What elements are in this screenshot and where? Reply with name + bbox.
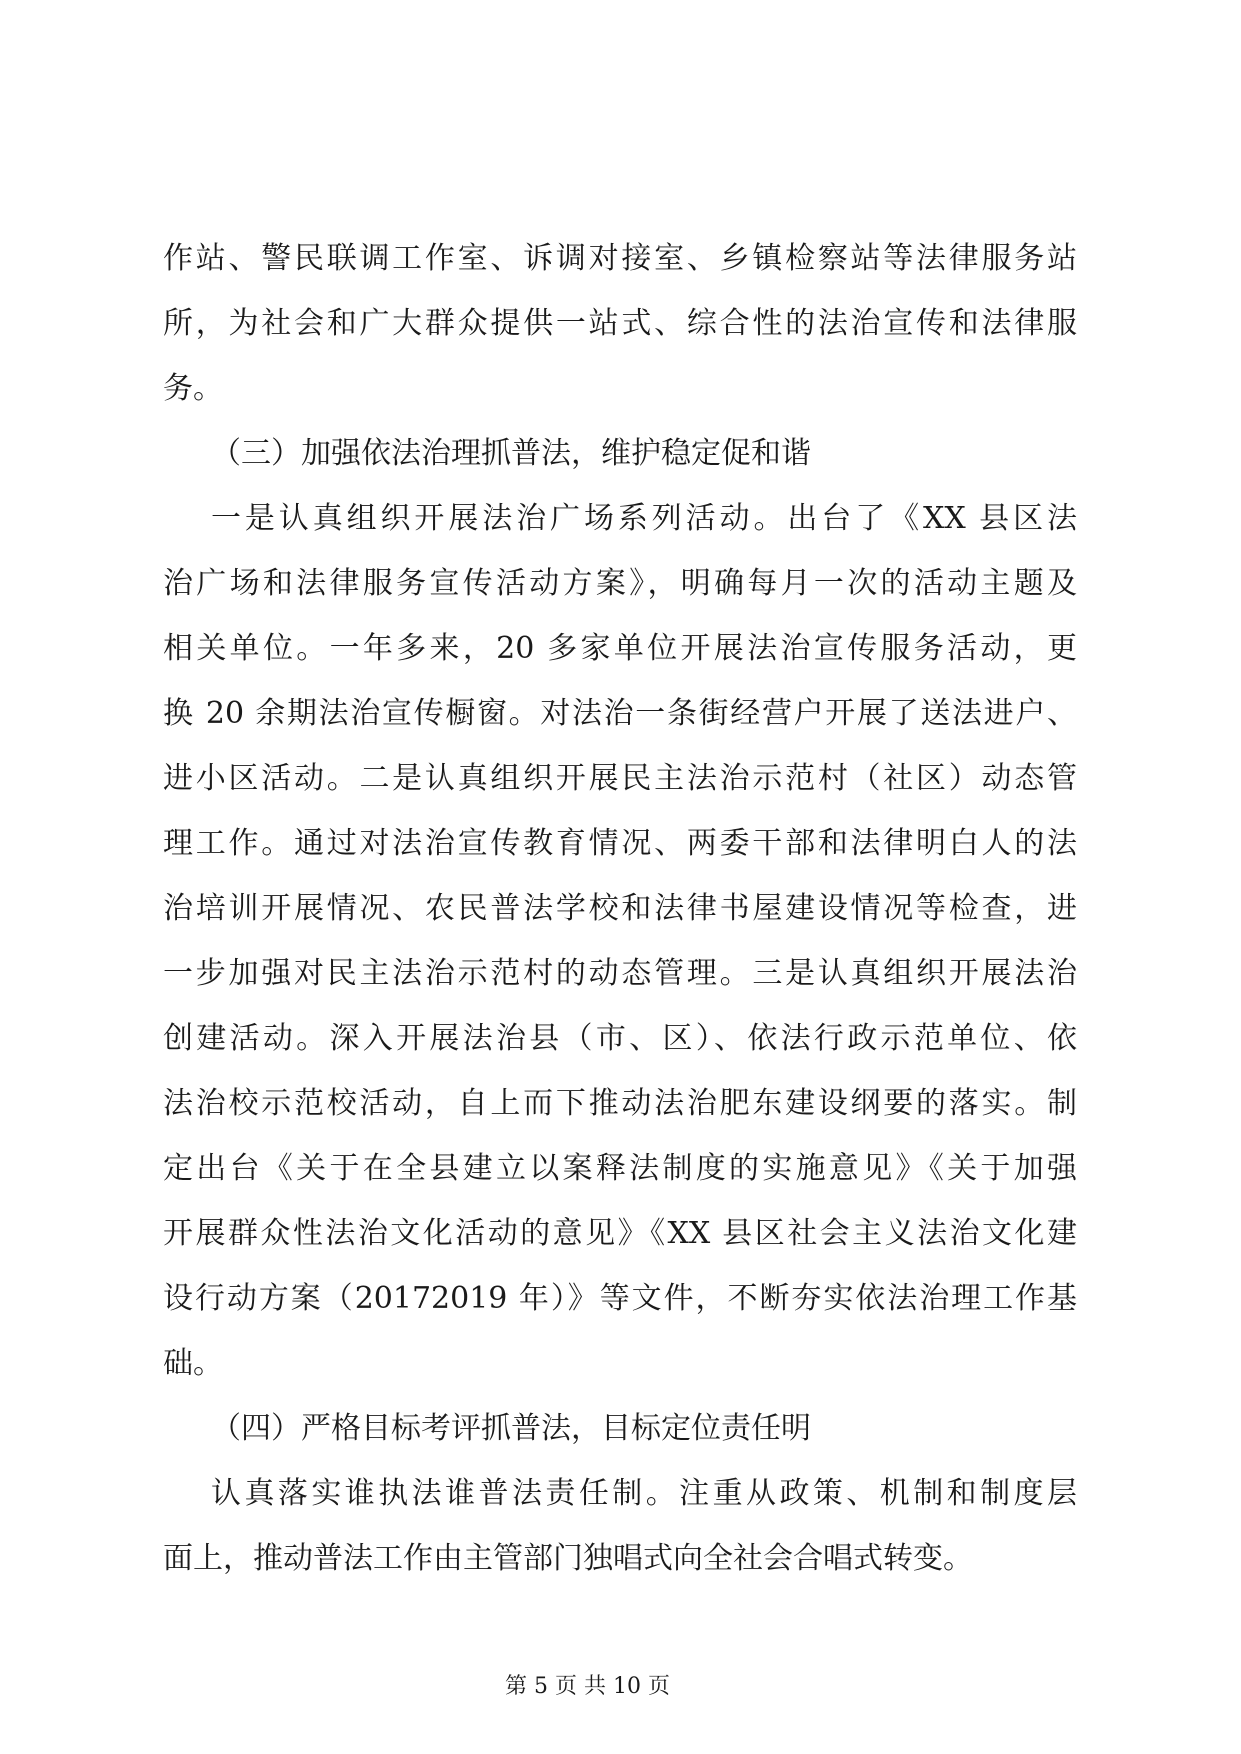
text-line: 设行动方案（20172019 年）》等文件，不断夯实依法治理工作基 bbox=[163, 1281, 1077, 1316]
text-line: 开展群众性法治文化活动的意见》《XX 县区社会主义法治文化建 bbox=[163, 1216, 1077, 1251]
page-number-footer: 第 5 页 共 10 页 bbox=[505, 1674, 670, 1699]
text-line: 一步加强对民主法治示范村的动态管理。三是认真组织开展法治 bbox=[163, 956, 1077, 991]
text-line: 一是认真组织开展法治广场系列活动。出台了《XX 县区法 bbox=[211, 501, 1077, 536]
text-line: 础。 bbox=[163, 1346, 223, 1381]
text-line: 相关单位。一年多来，20 多家单位开展法治宣传服务活动，更 bbox=[163, 631, 1077, 666]
text-line: 作站、警民联调工作室、诉调对接室、乡镇检察站等法律服务站 bbox=[163, 241, 1077, 276]
section-heading-3: （三）加强依法治理抓普法，维护稳定促和谐 bbox=[211, 436, 811, 471]
text-line: 进小区活动。二是认真组织开展民主法治示范村（社区）动态管 bbox=[163, 761, 1077, 796]
text-line: 务。 bbox=[163, 371, 223, 406]
text-line: 治培训开展情况、农民普法学校和法律书屋建设情况等检查，进 bbox=[163, 891, 1077, 926]
paragraph-section-4 bbox=[163, 1461, 1077, 1591]
section-heading-4: （四）严格目标考评抓普法，目标定位责任明 bbox=[211, 1411, 811, 1446]
text-line: 认真落实谁执法谁普法责任制。注重从政策、机制和制度层 bbox=[211, 1476, 1077, 1511]
text-line: 法治校示范校活动，自上而下推动法治肥东建设纲要的落实。制 bbox=[163, 1086, 1077, 1121]
body-text bbox=[163, 226, 1077, 1591]
text-line: 创建活动。深入开展法治县（市、区）、依法行政示范单位、依 bbox=[163, 1021, 1077, 1056]
text-line: 面上，推动普法工作由主管部门独唱式向全社会合唱式转变。 bbox=[163, 1541, 973, 1576]
text-line: 治广场和法律服务宣传活动方案》，明确每月一次的活动主题及 bbox=[163, 566, 1077, 601]
text-line: 换 20 余期法治宣传橱窗。对法治一条街经营户开展了送法进户、 bbox=[163, 696, 1077, 731]
text-line: 定出台《关于在全县建立以案释法制度的实施意见》《关于加强 bbox=[163, 1151, 1077, 1186]
paragraph-section-3 bbox=[163, 486, 1077, 1396]
text-line: 理工作。通过对法治宣传教育情况、两委干部和法律明白人的法 bbox=[163, 826, 1077, 861]
paragraph-continued bbox=[163, 226, 1077, 421]
text-line: 所，为社会和广大群众提供一站式、综合性的法治宣传和法律服 bbox=[163, 306, 1077, 341]
